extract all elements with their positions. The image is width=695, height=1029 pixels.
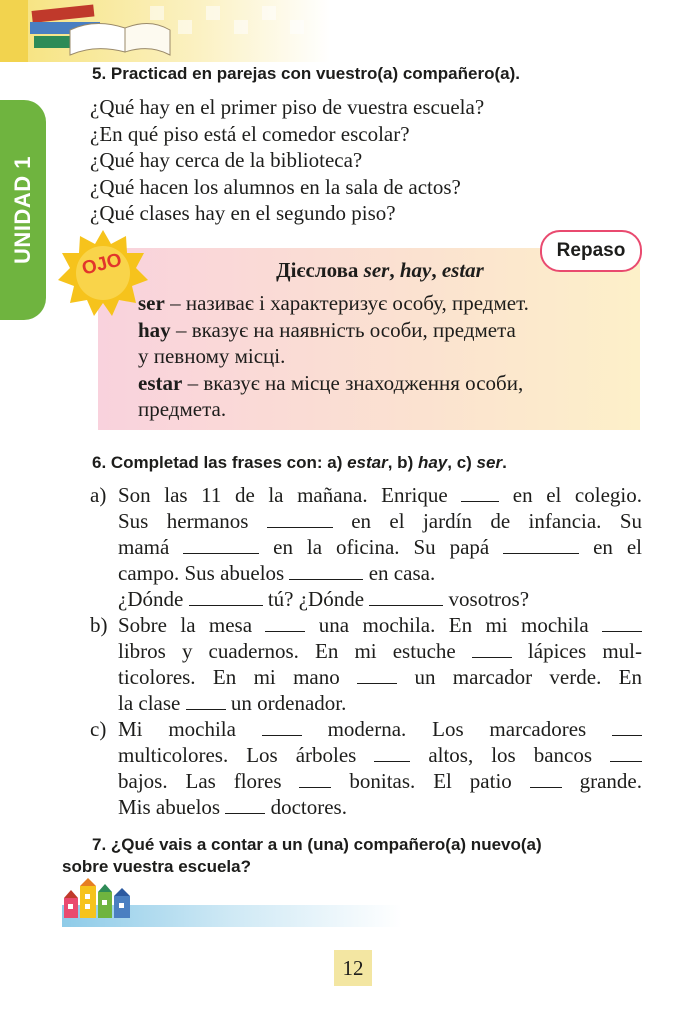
- answer-blank[interactable]: [189, 589, 263, 606]
- sentence-line: campo. Sus abuelos en casa.: [118, 561, 436, 585]
- item-c-label: c): [90, 717, 107, 741]
- books-illustration: [0, 0, 330, 62]
- repaso-badge: Repaso: [540, 230, 642, 272]
- grammar-note-title: Дієслова ser, hay, estar: [276, 258, 484, 282]
- sentence-line: Son las 11 de la mañana. Enrique en el colegio.: [118, 483, 642, 507]
- sentence-line: Sobre la mesa una mochila. En mi mochila: [118, 612, 642, 638]
- answer-blank[interactable]: [267, 511, 333, 528]
- question: ¿Qué hacen los alumnos en la sala de actos?: [90, 174, 461, 199]
- exercise-6-heading: 6. Completad las frases con: a) estar, b) hay, c) ser.: [92, 453, 507, 472]
- note-line-hay: hay – вказує на наявність особи, предмета: [138, 317, 516, 342]
- answer-blank[interactable]: [262, 719, 302, 736]
- note-line-hay-cont: у певному місці.: [138, 344, 286, 368]
- answer-blank[interactable]: [461, 485, 499, 502]
- note-line-estar: estar – вказує на місце знаходження особи,: [138, 370, 524, 395]
- sentence-line: ticolores. En mi mano un marcador verde. En: [118, 665, 642, 689]
- answer-blank[interactable]: [369, 589, 443, 606]
- school-buildings-illustration: [62, 876, 142, 920]
- answer-blank[interactable]: [374, 745, 410, 762]
- sentence-line: Sus hermanos en el jardín de infancia. Su: [118, 509, 642, 533]
- sentence-line: Mi mochila moderna. Los marcadores: [118, 716, 642, 742]
- sentence-line: libros y cuadernos. En mi estuche lápices mul-: [118, 639, 642, 663]
- exercise-5-questions: [90, 94, 650, 227]
- note-line-ser: ser – називає і характеризує особу, предмет.: [138, 291, 529, 315]
- answer-blank[interactable]: [472, 641, 512, 658]
- exercise-7-heading: 7. ¿Qué vais a contar a un (una) compañero(a) nuevo(a): [92, 835, 542, 854]
- answer-blank[interactable]: [503, 537, 579, 554]
- answer-blank[interactable]: [265, 615, 305, 632]
- question: ¿Qué hay en el primer piso de vuestra escuela?: [90, 95, 485, 119]
- answer-blank[interactable]: [186, 693, 226, 710]
- answer-blank[interactable]: [357, 667, 397, 684]
- exercise-7-heading-cont: sobre vuestra escuela?: [62, 857, 251, 876]
- answer-blank[interactable]: [225, 797, 265, 814]
- sentence-line: la clase un ordenador.: [118, 691, 347, 715]
- answer-blank[interactable]: [602, 615, 642, 632]
- sentence-line: bajos. Las flores bonitas. El patio grande.: [118, 769, 643, 793]
- answer-blank[interactable]: [610, 745, 642, 762]
- exercise-6-body: [118, 482, 642, 820]
- answer-blank[interactable]: [530, 771, 562, 788]
- item-b-label: b): [90, 613, 108, 637]
- exercise-5-heading: 5. Practicad en parejas con vuestro(a) compañero(a).: [92, 64, 520, 83]
- answer-blank[interactable]: [183, 537, 259, 554]
- grammar-note-body: [138, 290, 628, 423]
- sentence-line: ¿Dónde tú? ¿Dónde vosotros?: [118, 587, 530, 611]
- sentence-line: Mis abuelos doctores.: [118, 795, 347, 819]
- answer-blank[interactable]: [289, 563, 363, 580]
- sentence-line: mamá en la oficina. Su papá en el: [118, 535, 643, 559]
- item-a-label: a): [90, 483, 107, 507]
- page-number: 12: [334, 950, 372, 986]
- ojo-badge: OJO: [79, 249, 124, 280]
- question: ¿Qué hay cerca de la biblioteca?: [90, 148, 363, 172]
- question: ¿Qué clases hay en el segundo piso?: [90, 201, 396, 225]
- note-line-estar-cont: предмета.: [138, 397, 227, 421]
- question: ¿En qué piso está el comedor escolar?: [90, 121, 410, 146]
- answer-blank[interactable]: [612, 719, 642, 736]
- answer-blank[interactable]: [299, 771, 331, 788]
- unit-label: UNIDAD 1: [10, 156, 35, 264]
- sentence-line: multicolores. Los árboles altos, los bancos: [118, 742, 642, 768]
